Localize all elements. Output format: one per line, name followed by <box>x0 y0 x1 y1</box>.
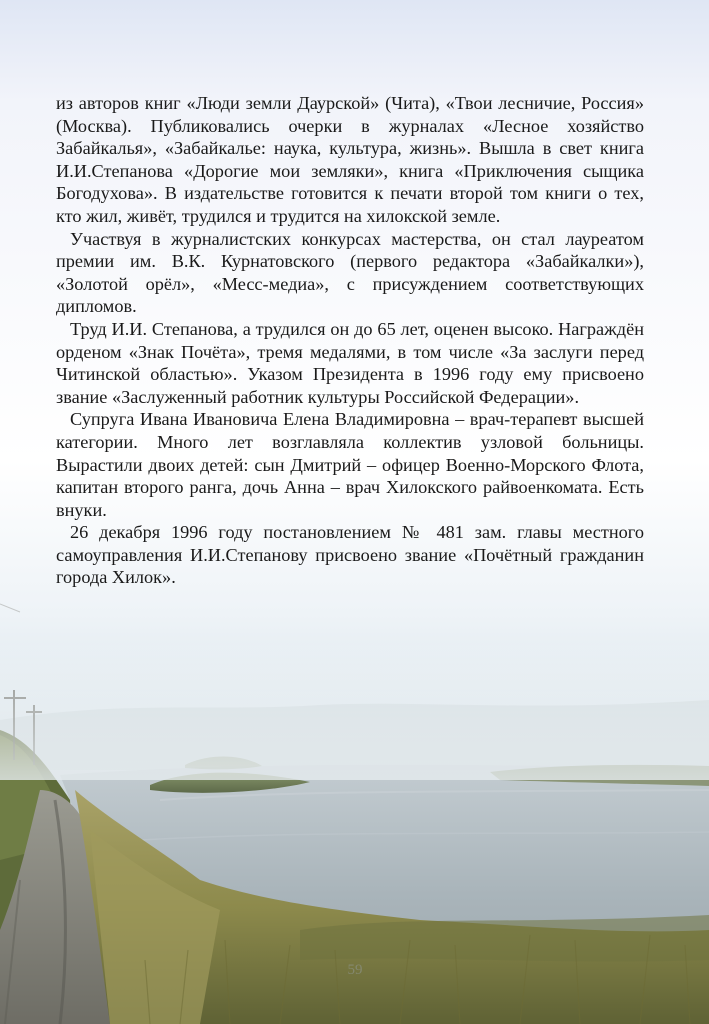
paragraph-publications: из авторов книг «Люди земли Даурской» (Чита), «Твои лесничие, Россия» (Москва). Публиковались очерки в журналах «Лесное хозяйство Забайкалья», «Забайкалье: наука, культура, жизнь». Вышла в свет книга И.И.Степанова «Дорогие мои земляки», книга «Приключения сыщика Богодухова». В издательстве готовится к печати второй том книги о тех, кто жил, живёт, трудился и трудится на хилокской земле. <box>56 93 644 226</box>
article-text <box>56 92 644 589</box>
page-number: 59 <box>347 962 363 978</box>
paragraph-honorary-citizen: 26 декабря 1996 году постановлением № 481 зам. главы местного самоуправления И.И.Степанову присвоено звание «Почётный гражданин города Хилок». <box>56 522 644 588</box>
paragraph-family: Супруга Ивана Ивановича Елена Владимировна – врач-терапевт высшей категории. Много лет возглавляла коллектив узловой больницы. Вырастили двоих детей: сын Дмитрий – офицер Военно-Морского Флота, капитан второго ранга, дочь Анна – врач Хилокского райвоенкомата. Есть внуки. <box>56 409 644 520</box>
paragraph-honors: Труд И.И. Степанова, а трудился он до 65 лет, оценен высоко. Награждён орденом «Знак Почёта», тремя медалями, в том числе «За заслуги перед Читинской областью». Указом Президента в 1996 году ему присвоено звание «Заслуженный работник культуры Российской Федерации». <box>56 318 644 407</box>
paragraph-awards-journalism: Участвуя в журналистских конкурсах мастерства, он стал лауреатом премии им. В.К. Курнатовского (первого редактора «Забайкалки»), «Золотой орёл», «Месс-медиа», с присуждением соответствующих дипломов. <box>56 228 644 317</box>
